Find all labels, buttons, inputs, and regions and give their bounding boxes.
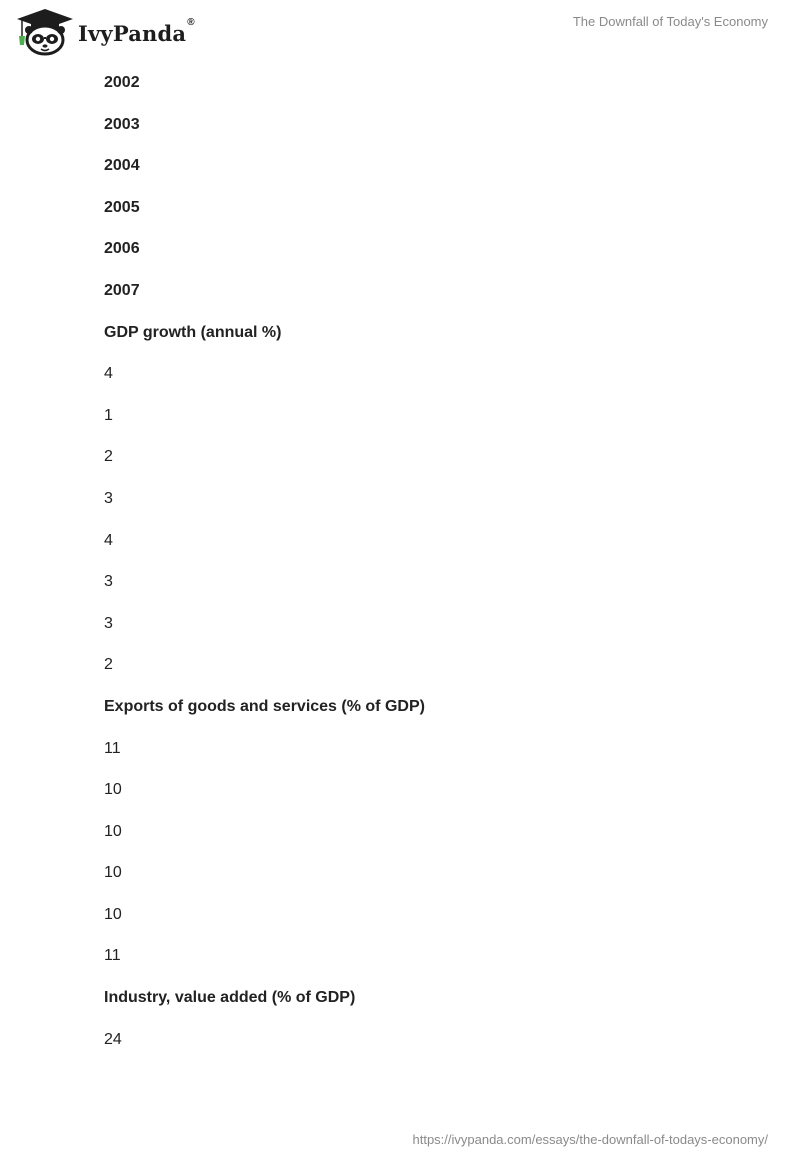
table-value: 3 — [104, 573, 113, 591]
brand-name: IvyPanda® — [78, 16, 195, 46]
table-label: 2005 — [104, 198, 140, 216]
registered-mark: ® — [187, 16, 195, 28]
table-value: 2 — [104, 656, 113, 674]
table-label: 2002 — [104, 74, 140, 91]
table-value: 24 — [104, 1030, 122, 1048]
panda-graduate-icon — [16, 8, 74, 56]
table-value: 11 — [104, 739, 121, 757]
table-label: Industry, value added (% of GDP) — [104, 989, 356, 1007]
table-value: 10 — [104, 822, 122, 840]
table-label: 2003 — [104, 115, 140, 133]
ivypanda-logo[interactable] — [16, 8, 195, 56]
table-value: 10 — [104, 905, 122, 923]
table-value: 3 — [104, 489, 113, 507]
table-value: 4 — [104, 531, 113, 549]
table-label: GDP growth (annual %) — [104, 323, 282, 341]
source-url[interactable]: https://ivypanda.com/essays/the-downfall-of-todays-economy/ — [412, 1132, 768, 1147]
table-label: Exports of goods and services (% of GDP) — [104, 697, 425, 715]
document-content — [104, 72, 724, 1070]
table-label: 2007 — [104, 281, 140, 299]
document-title: The Downfall of Today's Economy — [572, 14, 768, 29]
table-value: 10 — [104, 781, 122, 799]
table-value: 1 — [104, 406, 113, 424]
table-label: 2006 — [104, 240, 140, 258]
table-value: 2 — [104, 448, 113, 466]
page-header — [0, 0, 800, 64]
table-value: 3 — [104, 614, 113, 632]
table-value: 4 — [104, 365, 113, 383]
table-value: 10 — [104, 864, 122, 882]
table-label: 2004 — [104, 157, 140, 175]
table-value: 11 — [104, 947, 121, 965]
